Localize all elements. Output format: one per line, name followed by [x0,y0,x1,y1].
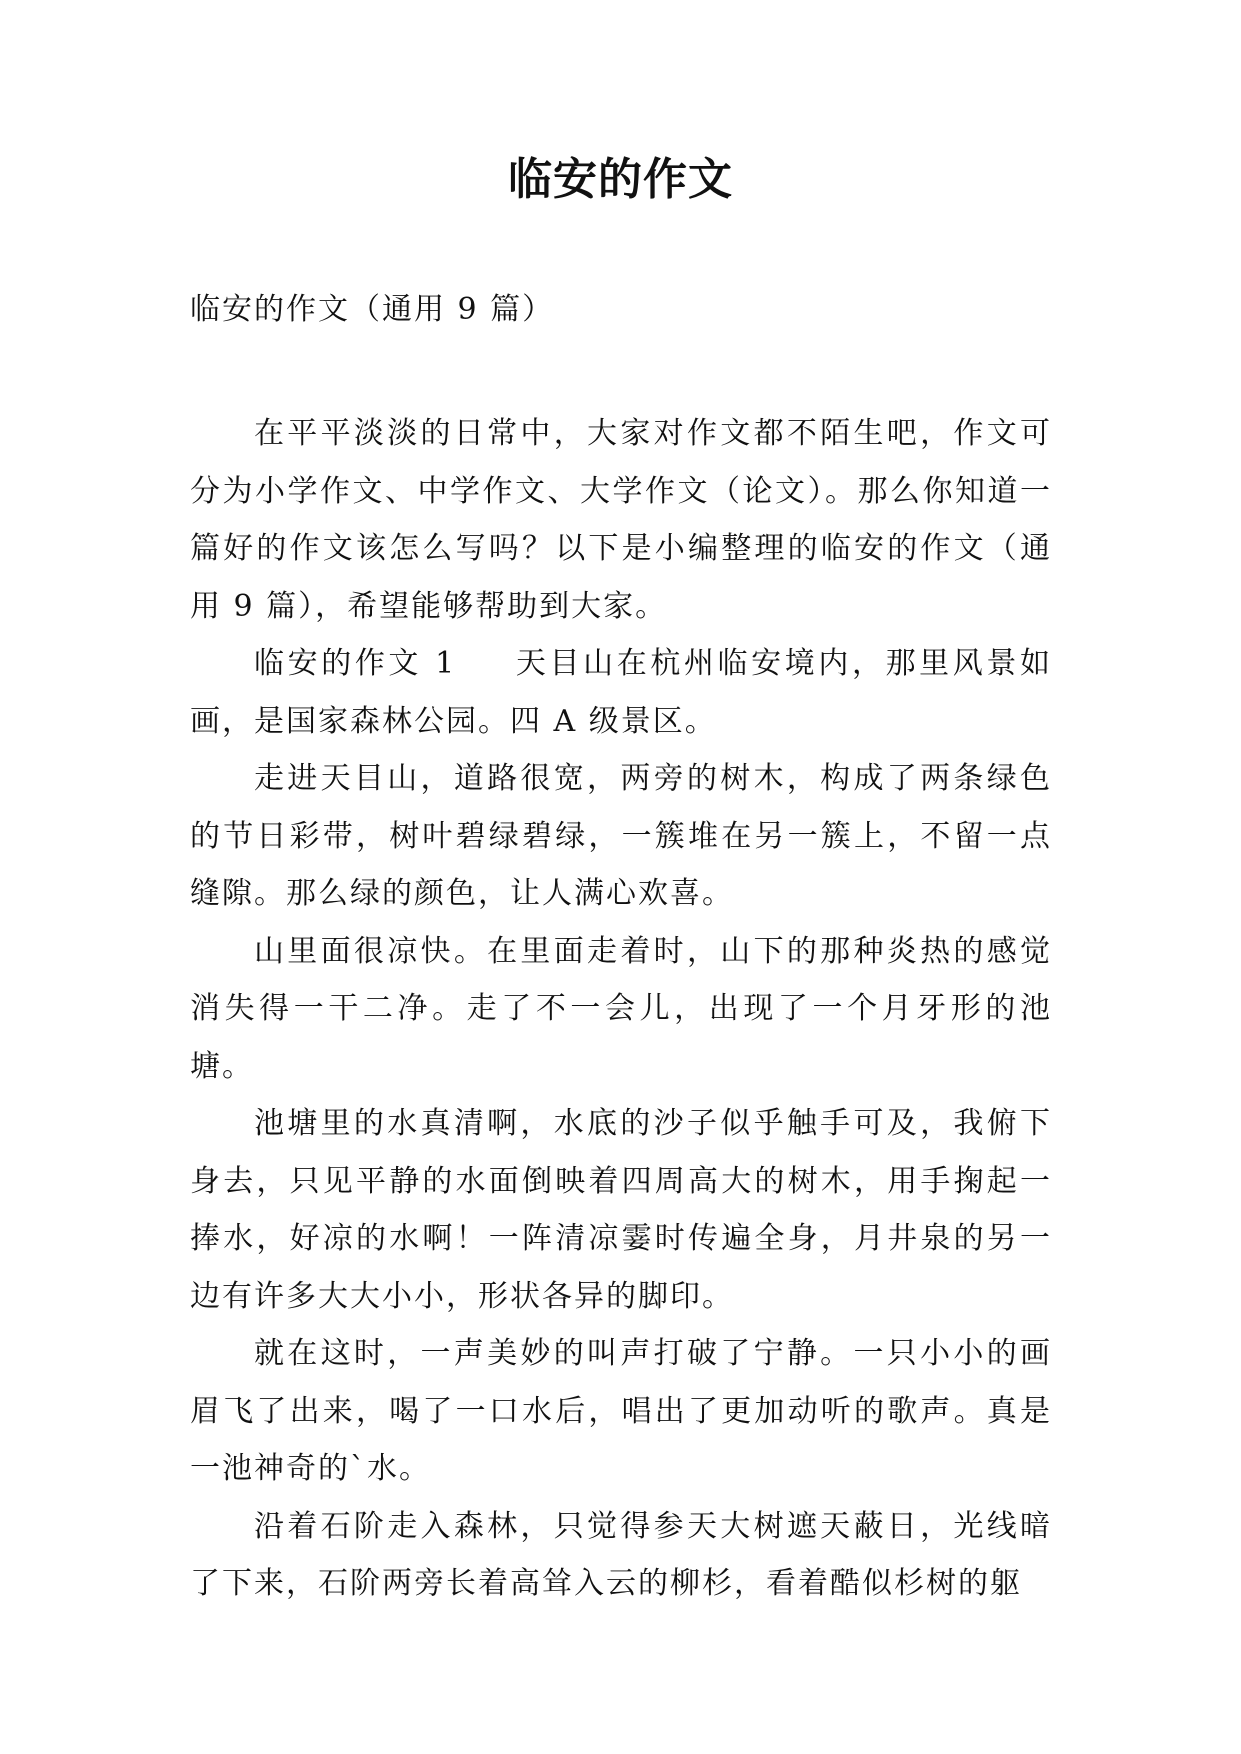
document-body [190,405,1052,1613]
body-paragraph: 池塘里的水真清啊，水底的沙子似乎触手可及，我俯下身去，只见平静的水面倒映着四周高大的树木，用手掬起一捧水，好凉的水啊！一阵清凉霎时传遍全身，月井泉的另一边有许多大大小小，形状各异的脚印。 [190,1106,1052,1314]
section-heading: 临安的作文 1 [254,646,457,681]
document-subtitle: 临安的作文（通用 9 篇） [190,292,555,327]
body-paragraph: 走进天目山，道路很宽，两旁的树木，构成了两条绿色的节日彩带，树叶碧绿碧绿，一簇堆在另一簇上，不留一点缝隙。那么绿的颜色，让人满心欢喜。 [190,761,1052,911]
intro-paragraph: 在平平淡淡的日常中，大家对作文都不陌生吧，作文可分为小学作文、中学作文、大学作文（论文）。那么你知道一篇好的作文该怎么写吗？以下是小编整理的临安的作文（通用 9 篇），希望能够帮助到大家。 [190,416,1052,624]
document-title: 临安的作文 [508,154,733,205]
body-paragraph: 山里面很凉快。在里面走着时，山下的那种炎热的感觉消失得一干二净。走了不一会儿，出现了一个月牙形的池塘。 [190,933,1052,1084]
section-1-first-paragraph-text: 天目山在杭州临安境内，那里风景如画，是国家森林公园。四 A 级景区。 [190,646,1053,739]
section-1-first-paragraph [190,635,1052,750]
body-paragraph: 就在这时，一声美妙的叫声打破了宁静。一只小小的画眉飞了出来，喝了一口水后，唱出了更加动听的歌声。真是一池神奇的`水。 [190,1336,1052,1486]
body-paragraph: 沿着石阶走入森林，只觉得参天大树遮天蔽日，光线暗了下来，石阶两旁长着高耸入云的柳杉，看着酷似杉树的躯 [190,1508,1052,1601]
